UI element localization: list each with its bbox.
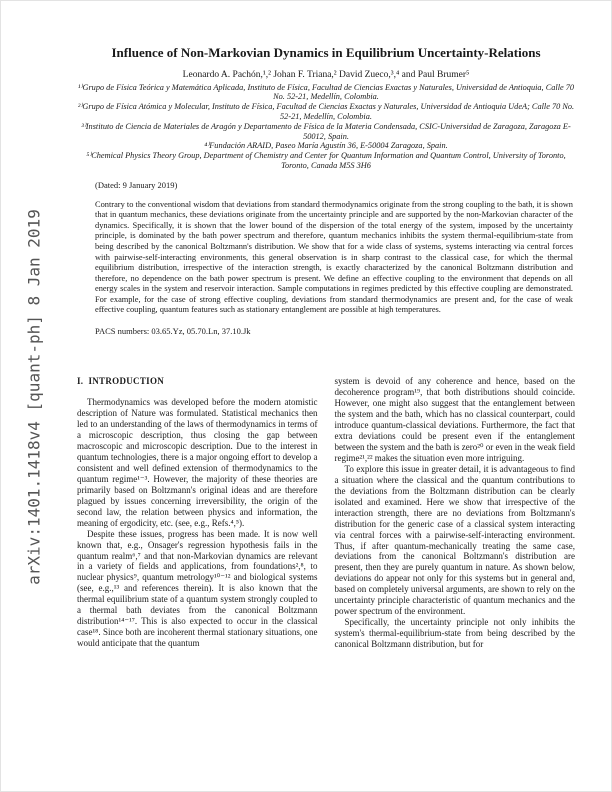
left-column [77,376,318,650]
affiliation-2: ²⁾Grupo de Física Atómica y Molecular, Instituto de Física, Facultad de Ciencias Exactas y Naturales, Universidad de Antioquia UdeA; Calle 70 No. 52-21, Medellín, Colombia. [77,102,575,121]
affiliation-5: ⁵⁾Chemical Physics Theory Group, Department of Chemistry and Center for Quantum Information and Quantum Control, University of Toronto, Toronto, Canada M5S 3H6 [86,151,566,170]
paper-title: Influence of Non-Markovian Dynamics in Equilibrium Uncertainty-Relations [111,45,541,60]
two-column-body [77,376,575,650]
authors-line: Leonardo A. Pachón,¹,² Johan F. Triana,² David Zueco,³,⁴ and Paul Brumer⁵ [182,69,470,80]
affiliation-4: ⁴⁾Fundación ARAID, Paseo María Agustín 36, E-50004 Zaragoza, Spain. [204,141,448,151]
pacs-line: PACS numbers: 03.65.Yz, 05.70.Ln, 37.10.Jk [95,325,251,336]
dated-line: (Dated: 9 January 2019) [95,179,178,190]
page-content [1,1,612,792]
arxiv-watermark: arXiv:1401.1418v4 [quant-ph] 8 Jan 2019 [24,209,44,585]
paragraph: Thermodynamics was developed before the modern atomistic description of Nature was formulated. Statistical mechanics then led to an understanding of the laws of thermodynamics in terms of a microscopic description, thus closing the gap between macroscopic and microscopic description. Due to the interest in quantum technologies, there is a major ongoing effort to develop a consistent and well defined extension of thermodynamics to the quantum regime¹⁻³. However, the majority of these theories are primarily based on Boltzmann's original ideas and are therefore plagued by issues concerning irreversibility, the origin of the second law, the relation between physics and information, the meaning of ergodicity, etc. (see, e.g., Refs.⁴,⁵). [77,396,318,528]
affiliations-block [77,83,575,171]
affiliation-3: ³⁾Instituto de Ciencia de Materiales de Aragón y Departamento de Física de la Materia Condensada, CSIC-Universidad de Zaragoza, Zaragoza E-50012, Spain. [81,121,571,141]
paragraph: system is devoid of any coherence and hence, based on the decoherence program¹⁹, that both distributions should coincide. However, one might also suggest that the entanglement between the system and the bath, which has no classical counterpart, could introduce quantum-classical deviations. Furthermore, the fact that extra deviations could be present even if the entanglement between the system and the bath is zero²⁰ or even in the weak field regime²¹,²² makes the situation even more intriguing. [334,375,575,463]
paragraph: Despite these issues, progress has been made. It is now well known that, e.g., Onsager's regression hypothesis fails in the quantum realm⁶,⁷ and that non-Markovian dynamics are relevant in a variety of fields and applications, from foundations²,⁸, to nuclear physics⁹, quantum metrology¹⁰⁻¹² and biological systems (see, e.g.,¹³ and references therein). It is also known that the thermal equilibrium state of a quantum system strongly coupled to a thermal bath deviates from the canonical Boltzmann distribution¹⁴⁻¹⁷. This is also expected to occur in the classical case¹⁸. Since both are incoherent thermal stationary situations, one would anticipate that the quantum [77,528,318,649]
right-column [335,376,576,650]
abstract-text: Contrary to the conventional wisdom that deviations from standard thermodynamics originate from the strong coupling to the bath, it is shown that in quantum mechanics, these deviations originate from the uncertainty principle and are supported by the non-Markovian character of the dynamics. Specifically, it is shown that the lower bound of the dispersion of the total energy of the system, imposed by the uncertainty principle, is dominated by the bath power spectrum and therefore, quantum mechanics inhibits the system thermal-equilibrium-state from being described by the canonical Boltzmann's distribution. We show that for a wide class of systems, systems interacting via central forces with pairwise-self-interacting environments, this general observation is in sharp contrast to the classical case, for which the thermal equilibrium distribution, irrespective of the interaction strength, is exactly characterized by the canonical Boltzmann distribution and therefore, no dependence on the bath power spectrum is present. We define an effective coupling to the environment that depends on all energy scales in the system and reservoir interaction. Sample computations in regimes predicted by this effective coupling are demonstrated. For example, for the case of strong effective coupling, deviations from standard thermodynamics are present and, for the case of weak effective coupling, quantum features such as stationary entanglement are possible at high temperatures. [95,199,573,315]
paragraph: To explore this issue in greater detail, it is advantageous to find a situation where the classical and the quantum contributions to the deviations from the Boltzmann distribution can be clearly isolated and examined. Here we show that irrespective of the interaction strength, there are no deviations from Boltzmann's distribution for the generic case of a classical system interacting via central forces with a pairwise-self-interacting environment. Thus, if after quantum-mechanically treating the same case, deviations from the canonical Boltzmann's distribution are present, then they are purely quantum in nature. As shown below, deviations do appear not only for this systems but in general and, based on completely universal arguments, are shown to rely on the uncertainty principle characteristic of quantum mechanics and the power spectrum of the environment. [334,463,575,617]
section-heading-introduction: I. INTRODUCTION [77,375,165,386]
affiliation-1: ¹⁾Grupo de Física Teórica y Matemática Aplicada, Instituto de Física, Facultad de Ciencias Exactas y Naturales, Universidad de Antioquia, Calle 70 No. 52-21, Medellín, Colombia. [77,82,575,102]
paragraph: Specifically, the uncertainty principle not only inhibits the system's thermal-equilibrium-state from being described by the canonical Boltzmann distribution, but for [334,617,575,650]
